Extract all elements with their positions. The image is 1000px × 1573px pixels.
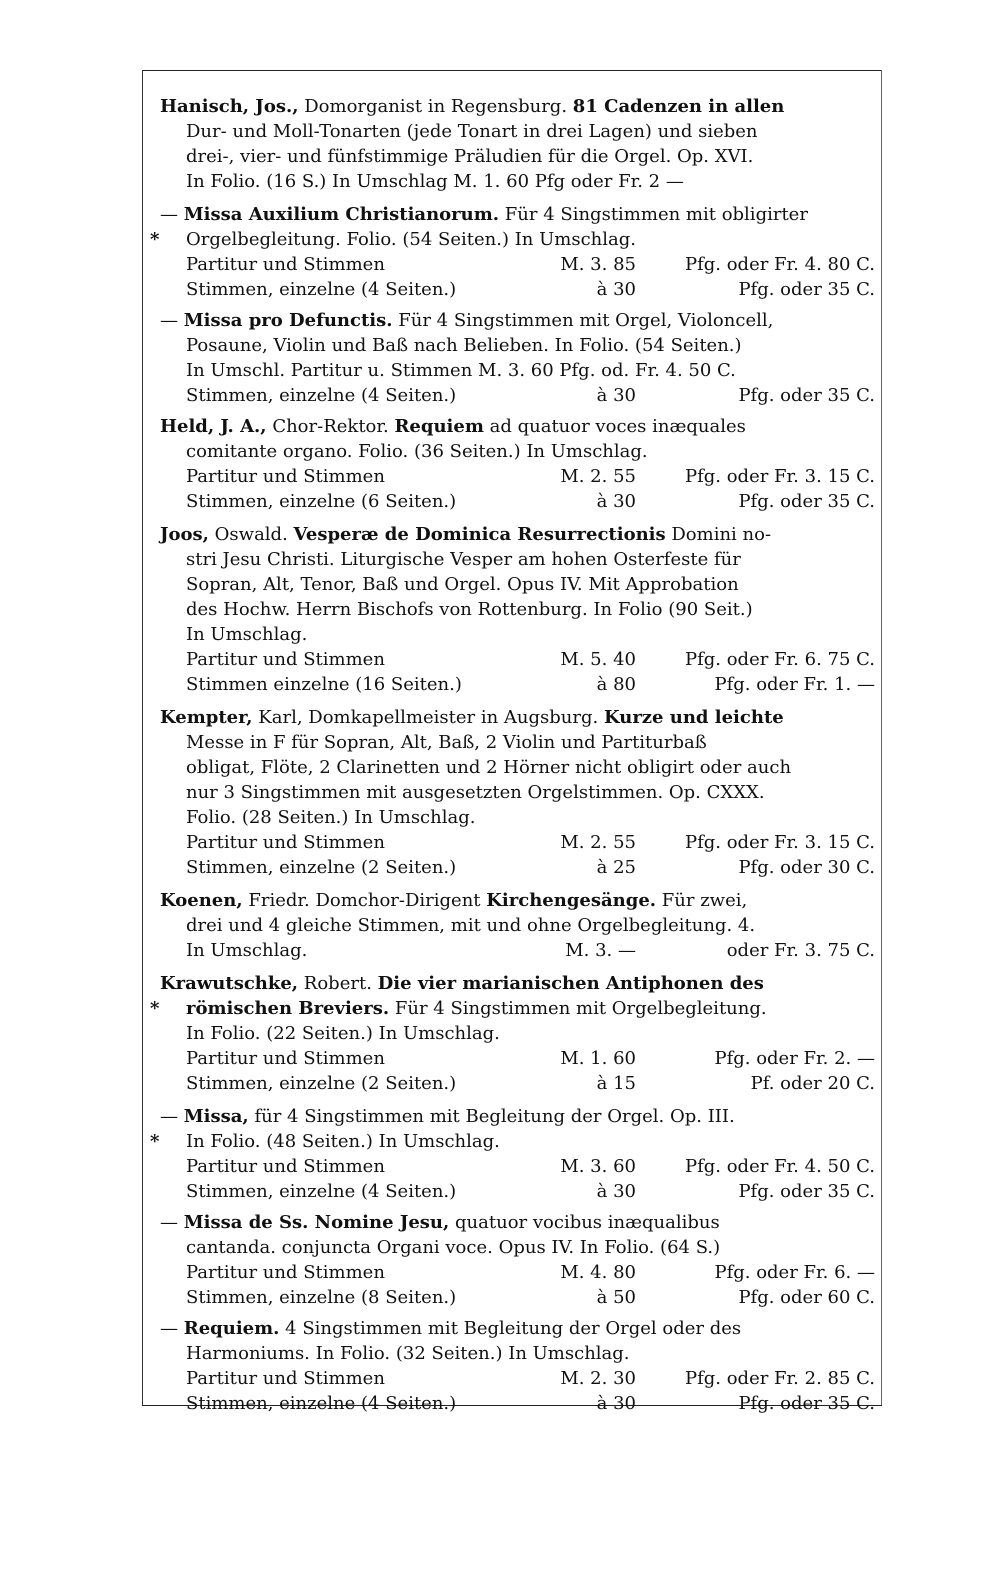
catalog-entry-missa-nomine-jesu: — Missa de Ss. Nomine Jesu, quatuor vocibus inæqualibus cantanda. conjuncta Organi voce. Opus IV. In Folio. (64 S.) Partitur und Stimmen M. 4. 80 Pfg. oder Fr. 6. — Stimmen, einzelne (8 Seiten.) à 50 Pfg. oder 60 C.: [160, 1212, 875, 1308]
composer-name: Krawutschke,: [160, 973, 299, 994]
price-row: Stimmen einzelne (16 Seiten.) à 80 Pfg. oder Fr. 1. —: [186, 674, 875, 695]
catalog-entry-hanisch: Hanisch, Jos., Domorganist in Regensburg. 81 Cadenzen in allen Dur- und Moll-Tonarten (jede Tonart in drei Lagen) und sieben drei-, vier- und fünfstimmige Präludien für die Orgel. Op. XVI. In Folio. (16 S.) In Umschlag M. 1. 60 Pfg oder Fr. 2 —: [160, 96, 785, 192]
catalog-entry-koenen: Koenen, Friedr. Domchor-Dirigent Kirchengesänge. Für zwei, drei und 4 gleiche Stimmen, mit und ohne Orgelbegleitung. 4. In Umschlag. M. 3. — oder Fr. 3. 75 C.: [160, 890, 875, 961]
price-row: Stimmen, einzelne (2 Seiten.) à 25 Pfg. oder 30 C.: [186, 857, 875, 878]
composer-name: Joos,: [160, 524, 209, 545]
price-row: Stimmen, einzelne (4 Seiten.) à 30 Pfg. oder 35 C.: [186, 1181, 875, 1202]
composer-name: Hanisch, Jos.,: [160, 96, 299, 117]
catalog-entry-requiem: — Requiem. 4 Singstimmen mit Begleitung der Orgel oder des Harmoniums. In Folio. (32 Seiten.) In Umschlag. Partitur und Stimmen M. 2. 30 Pfg. oder Fr. 2. 85 C. Stimmen, einzelne (4 Seiten.) à 30 Pfg. oder 35 C.: [160, 1318, 875, 1414]
catalog-entry-krawutschke: Krawutschke, Robert. Die vier marianischen Antiphonen des * römischen Breviers. Für 4 Singstimmen mit Orgelbegleitung. In Folio. (22 Seiten.) In Umschlag. Partitur und Stimmen M. 1. 60 Pfg. oder Fr. 2. — Stimmen, einzelne (2 Seiten.) à 15 Pf. oder 20 C.: [150, 973, 875, 1094]
left-rule: [142, 70, 143, 1405]
asterisk-mark: *: [150, 229, 160, 250]
asterisk-mark: *: [150, 1131, 160, 1152]
price-row: Partitur und Stimmen M. 2. 30 Pfg. oder Fr. 2. 85 C.: [186, 1368, 875, 1389]
right-rule: [881, 70, 882, 1405]
price-row: Stimmen, einzelne (4 Seiten.) à 30 Pfg. oder 35 C.: [186, 1393, 875, 1414]
catalog-entry-joos: Joos, Oswald. Vesperæ de Dominica Resurrectionis Domini no- stri Jesu Christi. Liturgische Vesper am hohen Osterfeste für Sopran, Alt, Tenor, Baß und Orgel. Opus IV. Mit Approbation des Hochw. Herrn Bischofs von Rottenburg. In Folio (90 Seit.) In Umschlag. Partitur und Stimmen M. 5. 40 Pfg. oder Fr. 6. 75 C. Stimmen einzelne (16 Seiten.) à 80 Pfg. oder Fr. 1. —: [160, 524, 875, 695]
catalog-entry-missa-auxilium: — Missa Auxilium Christianorum. Für 4 Singstimmen mit obligirter * Orgelbegleitung. Folio. (54 Seiten.) In Umschlag. Partitur und Stimmen M. 3. 85 Pfg. oder Fr. 4. 80 C. Stimmen, einzelne (4 Seiten.) à 30 Pfg. oder 35 C.: [150, 204, 875, 300]
catalog-entry-kempter: Kempter, Karl, Domkapellmeister in Augsburg. Kurze und leichte Messe in F für Sopran, Alt, Baß, 2 Violin und Partiturbaß obligat, Flöte, 2 Clarinetten und 2 Hörner nicht obligirt oder auch nur 3 Singstimmen mit ausgesetzten Orgelstimmen. Op. CXXX. Folio. (28 Seiten.) In Umschlag. Partitur und Stimmen M. 2. 55 Pfg. oder Fr. 3. 15 C. Stimmen, einzelne (2 Seiten.) à 25 Pfg. oder 30 C.: [160, 707, 875, 878]
work-title: Requiem: [394, 416, 484, 437]
catalog-entry-missa-op3: — Missa, für 4 Singstimmen mit Begleitung der Orgel. Op. III. * In Folio. (48 Seiten.) In Umschlag. Partitur und Stimmen M. 3. 60 Pfg. oder Fr. 4. 50 C. Stimmen, einzelne (4 Seiten.) à 30 Pfg. oder 35 C.: [150, 1106, 875, 1202]
price-row: Partitur und Stimmen M. 2. 55 Pfg. oder Fr. 3. 15 C.: [186, 832, 875, 853]
composer-name: Koenen,: [160, 890, 243, 911]
price-row: Stimmen, einzelne (8 Seiten.) à 50 Pfg. oder 60 C.: [186, 1287, 875, 1308]
work-title: 81 Cadenzen in allen: [572, 96, 785, 117]
price-row: Stimmen, einzelne (6 Seiten.) à 30 Pfg. oder 35 C.: [186, 491, 875, 512]
work-title: Vesperæ de Dominica Resurrectionis: [293, 524, 666, 545]
price-row: Stimmen, einzelne (4 Seiten.) à 30 Pfg. oder 35 C.: [186, 279, 875, 300]
price-row: Partitur und Stimmen M. 2. 55 Pfg. oder Fr. 3. 15 C.: [186, 466, 875, 487]
work-title: Missa de Ss. Nomine Jesu,: [183, 1212, 450, 1233]
price-row: Partitur und Stimmen M. 5. 40 Pfg. oder Fr. 6. 75 C.: [186, 649, 875, 670]
composer-name: Held, J. A.,: [160, 416, 267, 437]
top-rule: [142, 70, 882, 71]
price-row: In Umschlag. M. 3. — oder Fr. 3. 75 C.: [186, 940, 875, 961]
price-row: Partitur und Stimmen M. 3. 60 Pfg. oder Fr. 4. 50 C.: [186, 1156, 875, 1177]
work-title: Missa,: [183, 1106, 249, 1127]
catalog-entry-missa-pro-defunctis: — Missa pro Defunctis. Für 4 Singstimmen mit Orgel, Violoncell, Posaune, Violin und Baß nach Belieben. In Folio. (54 Seiten.) In Umschl. Partitur u. Stimmen M. 3. 60 Pfg. od. Fr. 4. 50 C. Stimmen, einzelne (4 Seiten.) à 30 Pfg. oder 35 C.: [160, 310, 875, 406]
work-title: Missa pro Defunctis.: [183, 310, 393, 331]
work-title: Kurze und leichte: [603, 707, 784, 728]
work-title: Requiem.: [183, 1318, 280, 1339]
work-title: Kirchengesänge.: [486, 890, 657, 911]
work-title: Die vier marianischen Antiphonen des: [377, 973, 764, 994]
price-row: Partitur und Stimmen M. 4. 80 Pfg. oder Fr. 6. —: [186, 1262, 875, 1283]
catalog-content: [150, 94, 875, 1422]
work-title: Missa Auxilium Christianorum.: [183, 204, 500, 225]
price-row: Partitur und Stimmen M. 1. 60 Pfg. oder Fr. 2. —: [186, 1048, 875, 1069]
price-row: Stimmen, einzelne (2 Seiten.) à 15 Pf. oder 20 C.: [186, 1073, 875, 1094]
price-row: Stimmen, einzelne (4 Seiten.) à 30 Pfg. oder 35 C.: [186, 385, 875, 406]
composer-name: Kempter,: [160, 707, 253, 728]
price-row: Partitur und Stimmen M. 3. 85 Pfg. oder Fr. 4. 80 C.: [186, 254, 875, 275]
asterisk-mark: *: [150, 998, 160, 1019]
catalog-entry-held: Held, J. A., Chor-Rektor. Requiem ad quatuor voces inæquales comitante organo. Folio. (36 Seiten.) In Umschlag. Partitur und Stimmen M. 2. 55 Pfg. oder Fr. 3. 15 C. Stimmen, einzelne (6 Seiten.) à 30 Pfg. oder 35 C.: [160, 416, 875, 512]
